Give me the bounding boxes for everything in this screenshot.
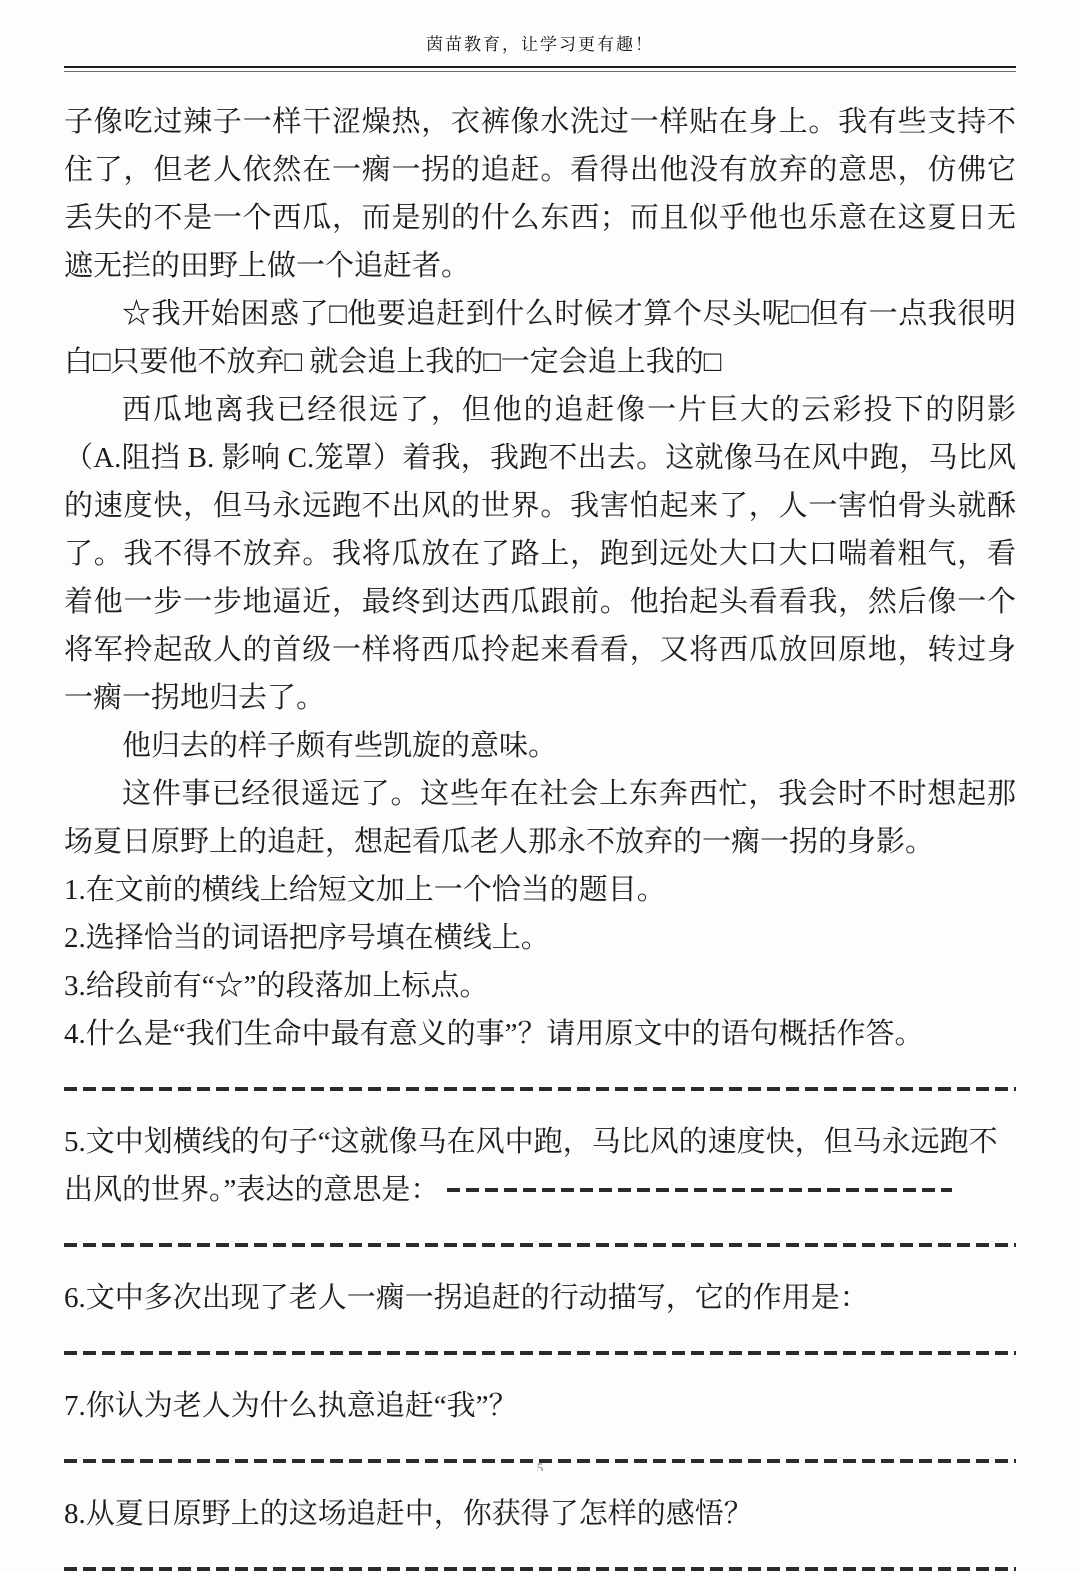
question-5 [64, 1118, 1016, 1214]
header-title: 茵苗教育，让学习更有趣！ [426, 35, 654, 54]
question-1: 1.在文前的横线上给短文加上一个恰当的题目。 [64, 874, 666, 906]
passage-paragraph-star: ☆我开始困惑了□他要追赶到什么时候才算个尽头呢□但有一点我很明白□只要他不放弃□ 就会追上我的□一定会追上我的□ [64, 298, 1016, 378]
question-2: 2.选择恰当的词语把序号填在横线上。 [64, 922, 550, 954]
question-8: 8.从夏日原野上的这场追赶中，你获得了怎样的感悟？ [64, 1498, 753, 1530]
reading-passage [64, 98, 1016, 866]
passage-paragraph: 他归去的样子颇有些凯旋的意味。 [122, 730, 558, 762]
answer-blank-inline [447, 1188, 952, 1192]
answer-blank-line [64, 1567, 1016, 1571]
question-5-text: 5.文中划横线的句子“这就像马在风中跑，马比风的速度快，但马永远跑不出风的世界。”表达的意思是： [64, 1126, 998, 1206]
page-header [64, 0, 1016, 72]
question-7: 7.你认为老人为什么执意追赶“我”？ [64, 1390, 518, 1422]
page-number: 5 [536, 1463, 544, 1471]
question-4: 4.什么是“我们生命中最有意义的事”？请用原文中的语句概括作答。 [64, 1018, 924, 1050]
header-divider [64, 66, 1016, 72]
answer-blank-line [64, 1087, 1016, 1091]
passage-paragraph: 子像吃过辣子一样干涩燥热，衣裤像水洗过一样贴在身上。我有些支持不住了，但老人依然在一瘸一拐的追赶。看得出他没有放弃的意思，仿佛它丢失的不是一个西瓜，而是别的什么东西；而且似乎他也乐意在这夏日无遮无拦的田野上做一个追赶者。 [64, 106, 1016, 282]
answer-blank-line [64, 1351, 1016, 1355]
question-6: 6.文中多次出现了老人一瘸一拐追赶的行动描写，它的作用是： [64, 1282, 869, 1314]
passage-paragraph: 这件事已经很遥远了。这些年在社会上东奔西忙，我会时不时想起那场夏日原野上的追赶，想起看瓜老人那永不放弃的一瘸一拐的身影。 [64, 778, 1016, 858]
question-3: 3.给段前有“☆”的段落加上标点。 [64, 970, 489, 1002]
answer-blank-line [64, 1243, 1016, 1247]
passage-paragraph: 西瓜地离我已经很远了，但他的追赶像一片巨大的云彩投下的阴影（A.阻挡 B. 影响 C.笼罩）着我，我跑不出去。这就像马在风中跑，马比风的速度快，但马永远跑不出风的世界。我害怕起来了，人一害怕骨头就酥了。我不得不放弃。我将瓜放在了路上，跑到远处大口大口喘着粗气，看着他一步一步地逼近，最终到达西瓜跟前。他抬起头看看我，然后像一个将军拎起敌人的首级一样将西瓜拎起来看看，又将西瓜放回原地，转过身一瘸一拐地归去了。 [64, 394, 1016, 714]
